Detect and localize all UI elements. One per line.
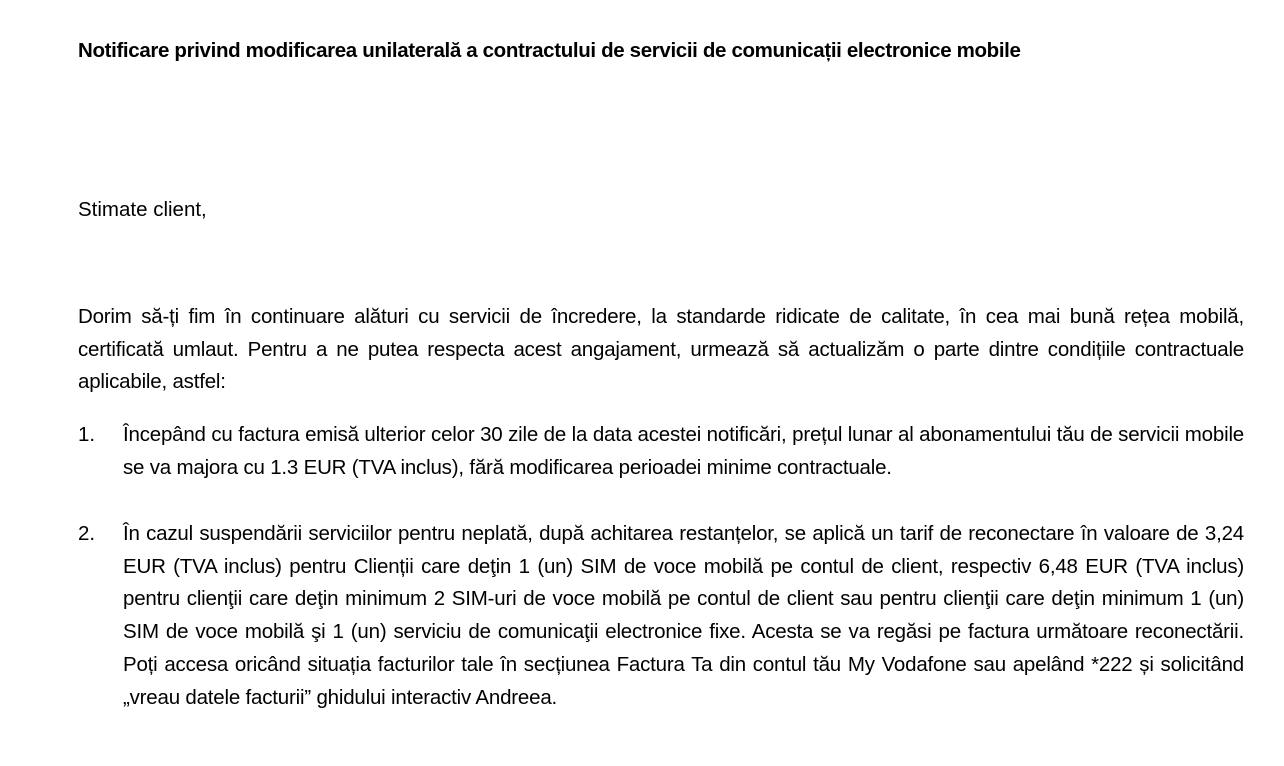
- list-item-text: În cazul suspendării serviciilor pentru neplată, după achitarea restanțelor, se aplică un tarif de reconectare în valoare de 3,24 EUR (TVA inclus) pentru Clienții care deţin 1 (un) SIM de voce mobilă pe contul de client, respectiv 6,48 EUR (TVA inclus) pentru clienţii care deţin minimum 2 SIM-uri de voce mobilă pe contul de client sau pentru clienţii care deţin minimum 1 (un) SIM de voce mobilă şi 1 (un) serviciu de comunicaţii electronice fixe. Acesta se va regăsi pe factura următoare reconectării. Poți accesa oricând situația facturilor tale în secțiunea Factura Ta din contul tău My Vodafone sau apelând *222 și solicitând „vreau datele facturii” ghidului interactiv Andreea.: [123, 522, 1244, 709]
- list-item-number: 2.: [78, 522, 96, 545]
- list-item: [78, 419, 1244, 484]
- list-item-number: 1.: [78, 423, 96, 446]
- list-item-text: Începând cu factura emisă ulterior celor 30 zile de la data acestei notificări, prețul lunar al abonamentului tău de servicii mobile se va majora cu 1.3 EUR (TVA inclus), fără modificarea perioadei minime contractuale.: [123, 423, 1244, 479]
- greeting: Stimate client,: [78, 198, 207, 221]
- list-item: [78, 518, 1244, 714]
- document-title: Notificare privind modificarea unilaterală a contractului de servicii de comunicații electronice mobile: [78, 39, 1021, 62]
- intro-paragraph: Dorim să-ți fim în continuare alături cu servicii de încredere, la standarde ridicate de calitate, în cea mai bună rețea mobilă, certificată umlaut. Pentru a ne putea respecta acest angajament, urmează să actualizăm o parte dintre condițiile contractuale aplicabile, astfel:: [78, 305, 1244, 394]
